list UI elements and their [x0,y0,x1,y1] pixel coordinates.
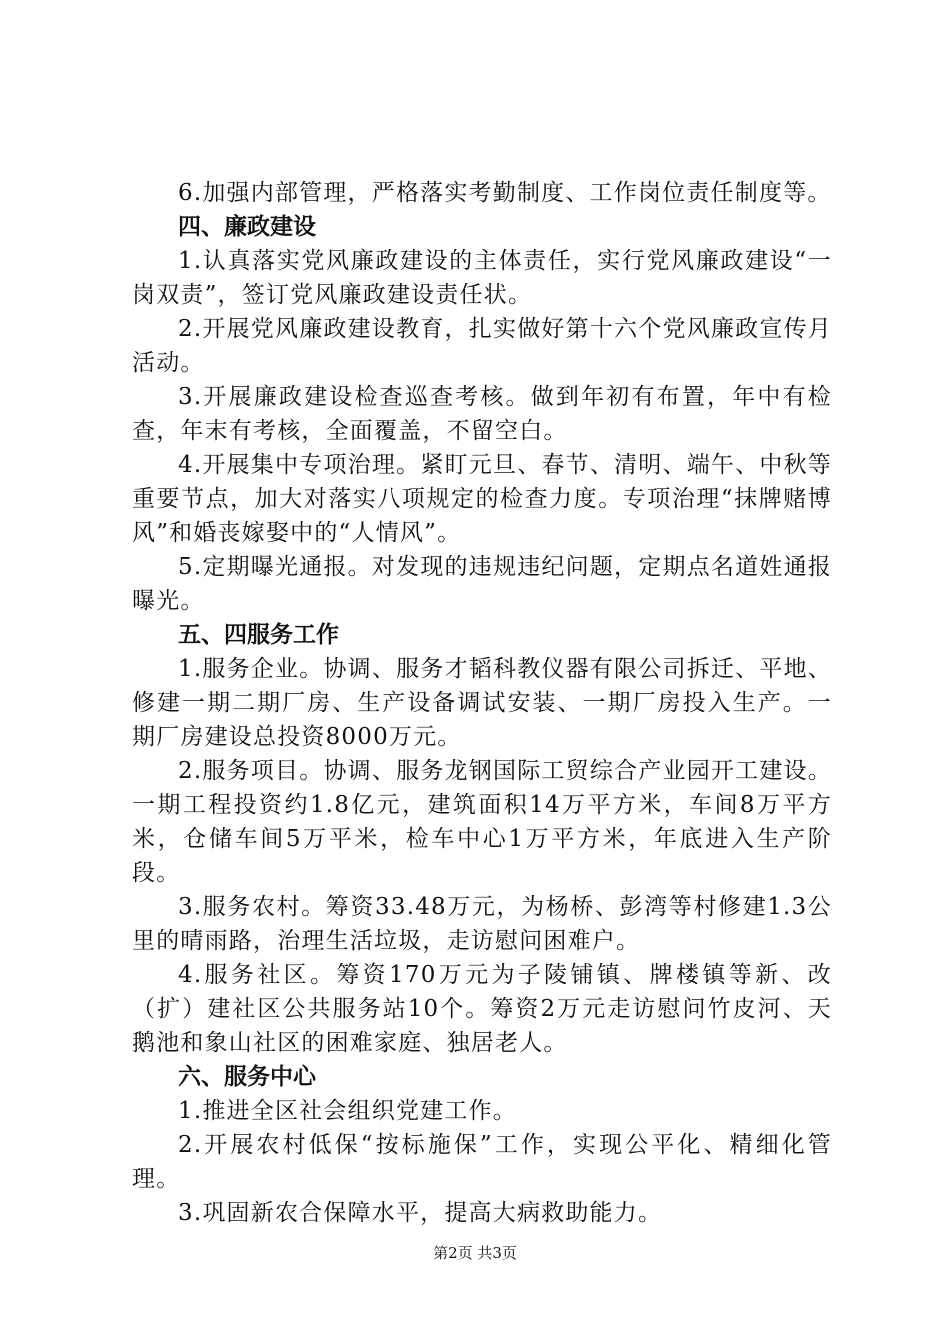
paragraph-item-2-education: 2.开展党风廉政建设教育，扎实做好第十六个党风廉政宣传月活动。 [132,316,832,376]
paragraph-item-6-internal-management: 6.加强内部管理，严格落实考勤制度、工作岗位责任制度等。 [178,180,832,206]
paragraph-item-3-medical-insurance: 3.巩固新农合保障水平，提高大病救助能力。 [178,1200,663,1226]
paragraph-item-1-serve-enterprise: 1.服务企业。协调、服务才韬科教仪器有限公司拆迁、平地、修建一期二期厂房、生产设备调试安装、一期厂房投入生产。一期厂房建设总投资8000万元。 [132,656,832,750]
page-number-footer: 第2页 共3页 [433,1244,517,1262]
paragraph-item-1-responsibility: 1.认真落实党风廉政建设的主体责任，实行党风廉政建设“一岗双责”，签订党风廉政建设责任状。 [132,248,832,308]
paragraph-item-5-exposure: 5.定期曝光通报。对发现的违规违纪问题，定期点名道姓通报曝光。 [132,554,832,614]
paragraph-item-2-serve-project: 2.服务项目。协调、服务龙钢国际工贸综合产业园开工建设。一期工程投资约1.8亿元，建筑面积14万平方米，车间8万平方米，仓储车间5万平米，检车中心1万平方米，年底进入生产阶段。 [132,758,832,886]
paragraph-item-4-special-governance: 4.开展集中专项治理。紧盯元旦、春节、清明、端午、中秋等重要节点，加大对落实八项规定的检查力度。专项治理“抹牌赌博风”和婚丧嫁娶中的“人情风”。 [132,452,832,546]
section-heading-integrity: 四、廉政建设 [178,214,316,240]
paragraph-item-3-inspection: 3.开展廉政建设检查巡查考核。做到年初有布置，年中有检查，年末有考核，全面覆盖，不留空白。 [132,384,832,444]
paragraph-item-4-serve-community: 4.服务社区。筹资170万元为子陵铺镇、牌楼镇等新、改（扩）建社区公共服务站10个。筹资2万元走访慰问竹皮河、天鹅池和象山社区的困难家庭、独居老人。 [132,962,832,1056]
paragraph-item-3-serve-village: 3.服务农村。筹资33.48万元，为杨桥、彭湾等村修建1.3公里的晴雨路，治理生活垃圾，走访慰问困难户。 [132,894,832,954]
paragraph-item-1-party-building: 1.推进全区社会组织党建工作。 [178,1098,517,1124]
paragraph-item-2-rural-allowance: 2.开展农村低保“按标施保”工作，实现公平化、精细化管理。 [132,1132,832,1192]
section-heading-four-services: 五、四服务工作 [178,622,339,648]
section-heading-serve-center: 六、服务中心 [178,1064,316,1090]
document-body [132,176,832,1230]
